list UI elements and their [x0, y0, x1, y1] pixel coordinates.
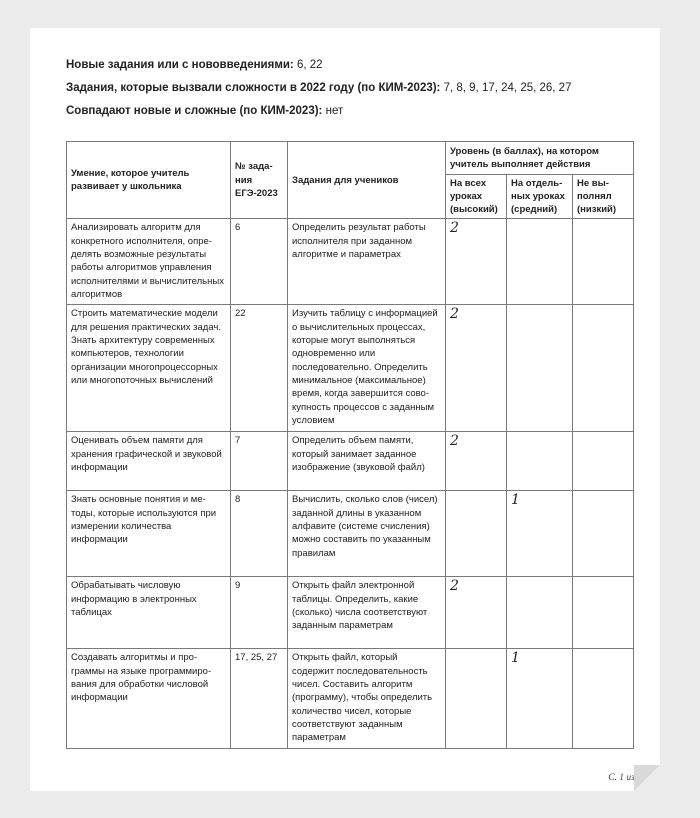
table-row — [67, 219, 634, 305]
score-high-cell: 2 — [446, 432, 507, 491]
task-number-cell: 6 — [231, 219, 288, 305]
score-high-cell — [446, 491, 507, 577]
score-high-cell: 2 — [446, 219, 507, 305]
score-mid-cell — [507, 305, 573, 432]
score-low-cell — [573, 649, 634, 749]
score-low-cell — [573, 305, 634, 432]
overlap-value: нет — [325, 105, 344, 117]
score-low-cell — [573, 432, 634, 491]
skill-cell: Создавать алгоритмы и программы на языке программирования для обработки числовой информации — [67, 649, 231, 749]
header-level: Уровень (в баллах), на котором учитель выполняет действия — [446, 142, 634, 175]
task-number-cell: 17, 25, 27 — [231, 649, 288, 749]
table-row — [67, 432, 634, 491]
header-level-high: На всех уроках (высокий) — [446, 174, 507, 219]
header-skill: Умение, которое учитель развивает у школьника — [67, 142, 231, 219]
table-row — [67, 491, 634, 577]
score-high-cell: 2 — [446, 577, 507, 649]
skill-cell: Анализировать алгоритм для конкретного исполнителя, определять возможные результаты работы алгоритмов управления исполнителями и вычислительных алгоритмов — [67, 219, 231, 305]
page-corner-fold — [634, 765, 660, 791]
page-number: С. 1 из 2 — [608, 773, 642, 783]
score-low-cell — [573, 219, 634, 305]
score-high-cell — [446, 649, 507, 749]
overlap-label: Совпадают новые и сложные (по КИМ-2023): — [66, 105, 323, 117]
skill-cell: Строить математические модели для решения практических задач. Знать архитектуру современных компьютеров, технологии организации многопроцессорных или многопоточных вычислений — [67, 305, 231, 432]
skill-cell: Обрабатывать числовую информацию в электронных таблицах — [67, 577, 231, 649]
student-task-cell: Определить объем памяти, который занимает заданное изображение (звуковой файл) — [288, 432, 446, 491]
overlap-line — [66, 104, 343, 118]
skills-table — [66, 141, 634, 749]
skill-cell: Знать основные понятия и методы, которые используются при измерении количества информации — [67, 491, 231, 577]
task-number-cell: 8 — [231, 491, 288, 577]
score-low-cell — [573, 491, 634, 577]
score-mid-cell: 1 — [507, 649, 573, 749]
header-level-low: Не выполнял (низкий) — [573, 174, 634, 219]
score-mid-cell: 1 — [507, 491, 573, 577]
student-task-cell: Определить результат работы исполнителя при заданном алгоритме и параметрах — [288, 219, 446, 305]
table-row — [67, 649, 634, 749]
student-task-cell: Вычислить, сколько слов (чисел) заданной длины в указанном алфавите (системе счисления) можно составить по указанным правилам — [288, 491, 446, 577]
score-mid-cell — [507, 219, 573, 305]
task-number-cell: 22 — [231, 305, 288, 432]
table-row — [67, 577, 634, 649]
hard-tasks-value: 7, 8, 9, 17, 24, 25, 26, 27 — [443, 82, 572, 94]
student-task-cell: Открыть файл, который содержит последовательность чисел. Составить алгоритм (программу), чтобы определить количество чисел, которые соответствуют заданным параметрам — [288, 649, 446, 749]
new-tasks-value: 6, 22 — [296, 59, 323, 71]
new-tasks-line — [66, 58, 323, 72]
hard-tasks-line — [66, 81, 571, 95]
hard-tasks-label: Задания, которые вызвали сложности в 2022 году (по КИМ-2023): — [66, 82, 441, 94]
table-row — [67, 305, 634, 432]
student-task-cell: Изучить таблицу с информацией о вычислительных процессах, которые могут выполняться одновременно или последовательно. Определить минимальное (максимальное) время, когда завершится совокупность процессов с заданным условием — [288, 305, 446, 432]
score-mid-cell — [507, 432, 573, 491]
score-high-cell: 2 — [446, 305, 507, 432]
task-number-cell: 7 — [231, 432, 288, 491]
header-level-mid: На отдельных уроках (средний) — [507, 174, 573, 219]
score-mid-cell — [507, 577, 573, 649]
header-task-number: № задания ЕГЭ-2023 — [231, 142, 288, 219]
student-task-cell: Открыть файл электронной таблицы. Определить, какие (сколько) числа соответствуют заданным параметрам — [288, 577, 446, 649]
new-tasks-label: Новые задания или с нововведениями: — [66, 59, 294, 71]
header-student-tasks: Задания для учеников — [288, 142, 446, 219]
task-number-cell: 9 — [231, 577, 288, 649]
score-low-cell — [573, 577, 634, 649]
document-page — [30, 28, 660, 791]
skill-cell: Оценивать объем памяти для хранения графической и звуковой информации — [67, 432, 231, 491]
